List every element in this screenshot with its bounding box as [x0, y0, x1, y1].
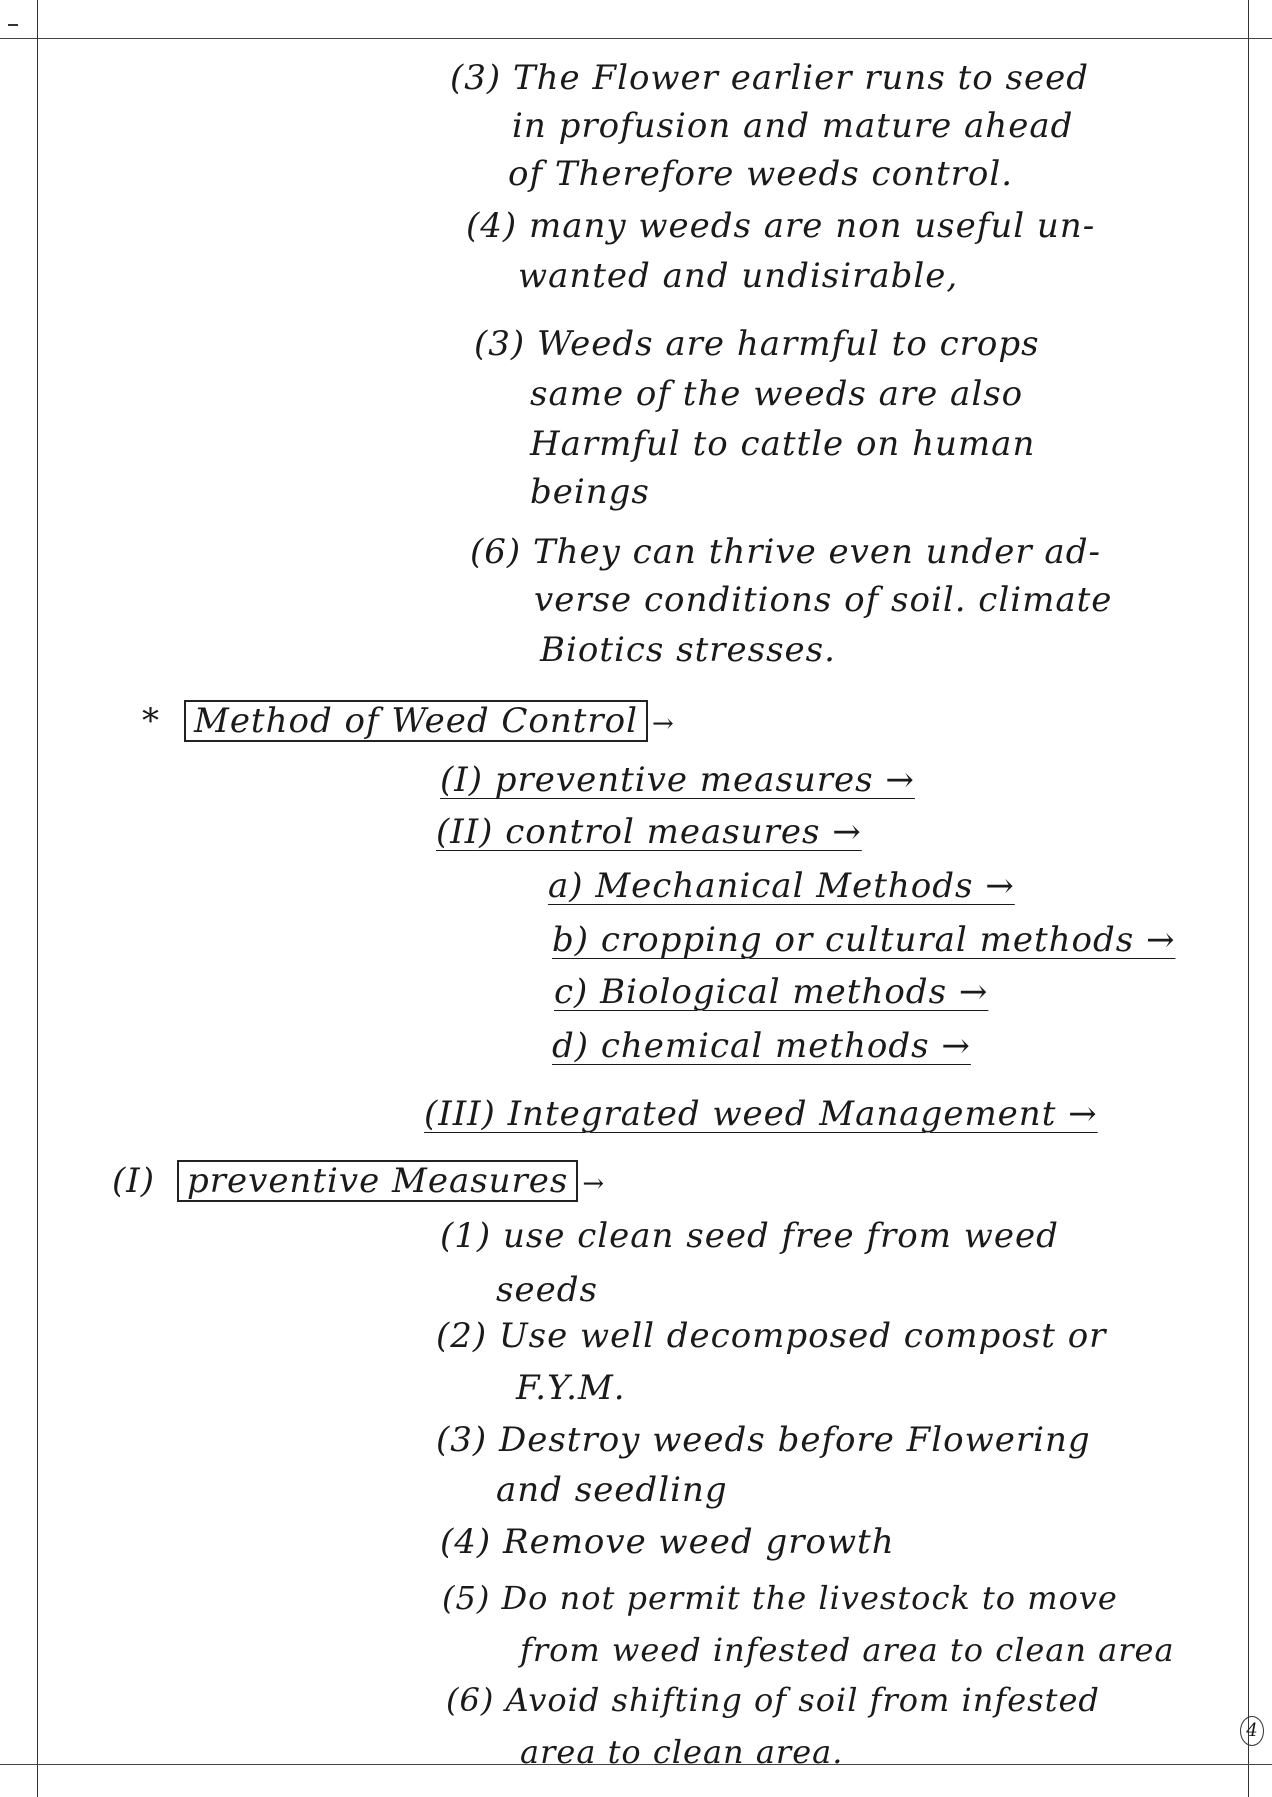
method-item: (III) Integrated weed Management →	[424, 1094, 1098, 1134]
method-item: c) Biological methods →	[554, 972, 989, 1012]
text-line: (3) Weeds are harmful to crops	[474, 324, 1040, 364]
text-line: of Therefore weeds control.	[508, 154, 1014, 194]
preventive-item: seeds	[496, 1270, 598, 1310]
preventive-item: (2) Use well decomposed compost or	[436, 1316, 1107, 1356]
text-line: (4) many weeds are non useful un-	[466, 206, 1096, 246]
preventive-item: F.Y.M.	[516, 1368, 626, 1408]
text-line: (3) The Flower earlier runs to seed	[450, 58, 1089, 98]
preventive-item: from weed infested area to clean area	[520, 1631, 1175, 1669]
method-item: b) cropping or cultural methods →	[552, 920, 1176, 960]
page-number: 4	[1240, 1716, 1264, 1746]
text-line: (6) They can thrive even under ad-	[470, 532, 1101, 572]
method-item: (II) control measures →	[436, 812, 862, 852]
text-line: verse conditions of soil. climate	[534, 580, 1113, 620]
arrow-icon: →	[652, 709, 675, 739]
arrow-icon: →	[582, 1169, 606, 1199]
text-line: same of the weeds are also	[530, 374, 1024, 414]
method-item: (I) preventive measures →	[440, 760, 915, 800]
heading-method-of-weed-control	[142, 700, 675, 744]
method-item: d) chemical methods →	[552, 1026, 971, 1066]
preventive-item: (1) use clean seed free from weed	[440, 1216, 1059, 1256]
preventive-item: area to clean area.	[520, 1733, 844, 1771]
star-marker: *	[142, 701, 160, 741]
preventive-item: and seedling	[496, 1470, 728, 1510]
left-margin-rule	[37, 0, 38, 1797]
text-line: beings	[530, 472, 650, 512]
corner-mark	[8, 24, 18, 26]
text-line: in profusion and mature ahead	[512, 106, 1074, 146]
text-line: Biotics stresses.	[540, 630, 836, 670]
preventive-item: (3) Destroy weeds before Flowering	[436, 1420, 1091, 1460]
preventive-item: (5) Do not permit the livestock to move	[442, 1579, 1118, 1617]
method-item: a) Mechanical Methods →	[548, 866, 1015, 906]
heading-box: Method of Weed Control	[184, 700, 648, 742]
preventive-item: (4) Remove weed growth	[440, 1522, 895, 1562]
heading-number: (I)	[112, 1161, 155, 1201]
top-rule	[0, 38, 1272, 39]
text-line: wanted and undisirable,	[518, 256, 959, 296]
heading-box: preventive Measures	[177, 1160, 578, 1202]
text-line: Harmful to cattle on human	[530, 424, 1036, 464]
preventive-item: (6) Avoid shifting of soil from infested	[446, 1681, 1100, 1719]
heading-preventive-measures	[112, 1160, 605, 1204]
right-margin-rule	[1248, 0, 1249, 1797]
